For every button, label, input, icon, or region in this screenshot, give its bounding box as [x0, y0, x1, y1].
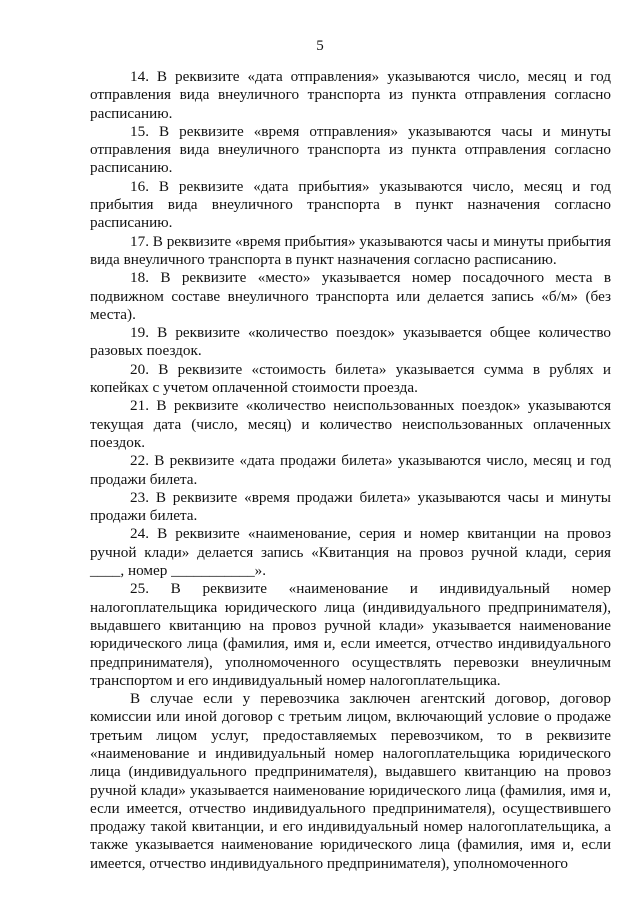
paragraph-agency-case: В случае если у перевозчика заключен агентский договор, договор комиссии или иной договор с третьим лицом, включающий условие о продаже третьим лицом услуг, предоставляемых перевозчиком, то в реквизите «наименование и индивидуальный номер налогоплательщика юридического лица (индивидуального предпринимателя), выдавшего квитанцию на провоз ручной клади» указывается наименование юридического лица (фамилия, имя и, если имеется, отчество индивидуального предпринимателя), осуществившего продажу такой квитанции, и его индивидуальный номер налогоплательщика, а также указывается наименование юридического лица (фамилия, имя и, если имеется, отчество индивидуального предпринимателя), уполномоченного: [90, 690, 611, 872]
paragraph-23: 23. В реквизите «время продажи билета» указываются часы и минуты продажи билета.: [90, 488, 611, 525]
paragraph-22: 22. В реквизите «дата продажи билета» указываются число, месяц и год продажи билета.: [90, 452, 611, 488]
paragraph-17: 17. В реквизите «время прибытия» указываются часы и минуты прибытия вида внеуличного транспорта в пункт назначения согласно расписанию.: [90, 232, 612, 268]
paragraph-20: 20. В реквизите «стоимость билета» указывается сумма в рублях и копейках с учетом оплаченной стоимости проезда.: [90, 360, 611, 397]
paragraph-24: 24. В реквизите «наименование, серия и номер квитанции на провоз ручной клади» делается запись «Квитанция на провоз ручной клади, серия ____, номер ___________».: [90, 525, 611, 580]
paragraph-25: 25. В реквизите «наименование и индивидуальный номер налогоплательщика юридического лица (индивидуального предпринимателя), выдавшего квитанцию на провоз ручной клади» указывается наименование юридического лица (фамилия, имя и, если имеется, отчество индивидуального предпринимателя), уполномоченного осуществлять перевозки внеуличным транспортом и его индивидуальный номер налогоплательщика.: [90, 580, 611, 689]
paragraph-15: 15. В реквизите «время отправления» указываются часы и минуты отправления вида внеуличного транспорта из пункта отправления согласно расписанию.: [90, 122, 611, 177]
paragraph-21: 21. В реквизите «количество неиспользованных поездок» указываются текущая дата (число, месяц) и количество неиспользованных оплаченных поездок.: [90, 397, 611, 451]
paragraph-16: 16. В реквизите «дата прибытия» указываются число, месяц и год прибытия вида внеуличного транспорта в пункт назначения согласно расписанию.: [90, 177, 611, 232]
page-number: 5: [316, 38, 324, 54]
document-body: [90, 68, 611, 873]
paragraph-19: 19. В реквизите «количество поездок» указывается общее количество разовых поездок.: [90, 324, 611, 360]
paragraph-14: 14. В реквизите «дата отправления» указываются число, месяц и год отправления вида внеуличного транспорта из пункта отправления согласно расписанию.: [90, 68, 611, 122]
paragraph-18: 18. В реквизите «место» указывается номер посадочного места в подвижном составе внеуличного транспорта или делается запись «б/м» (без места).: [90, 269, 611, 323]
